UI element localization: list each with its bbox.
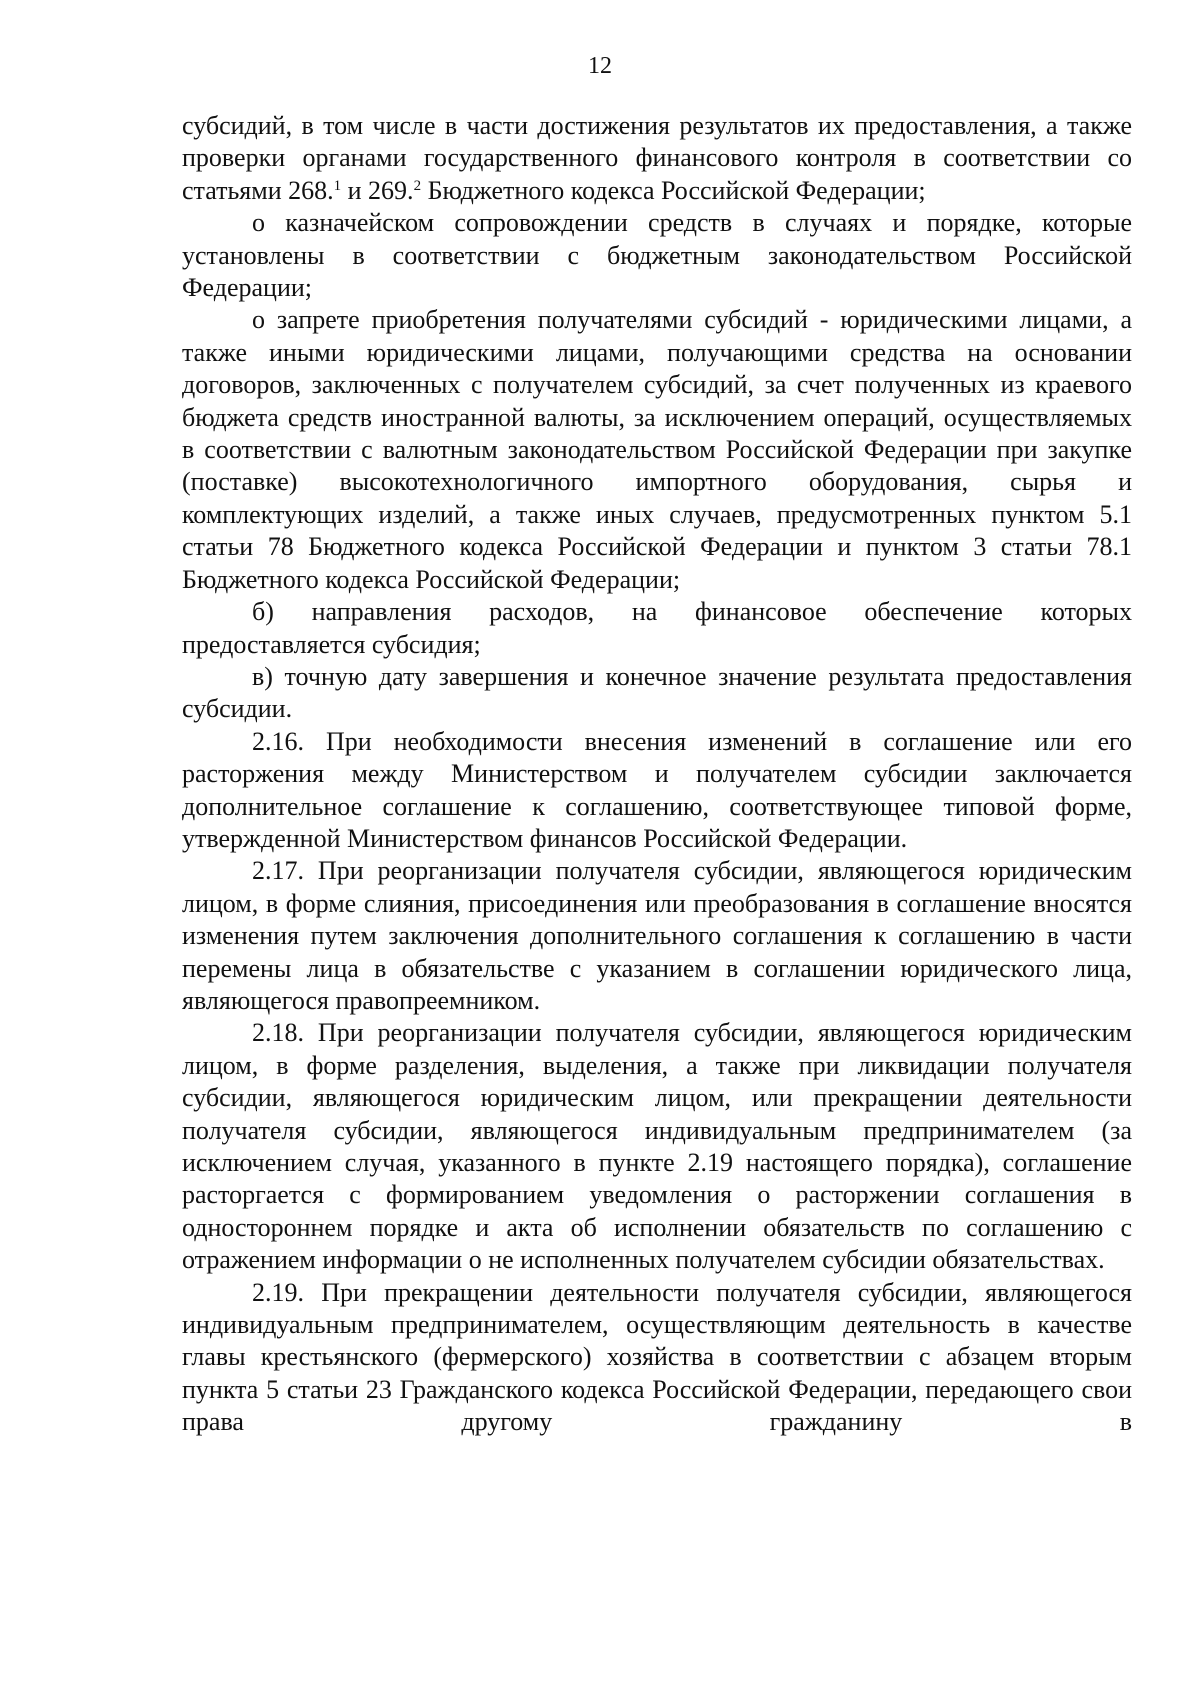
- text-segment: 2.18. При реорганизации получателя субсидии, являющегося юридическим лицом, в форме разделения, выделения, а также при ликвидации получателя субсидии, являющегося юридическим лицом, или прекращении деятельности получателя субсидии, являющегося индивидуальным предпринимателем (за исключением случая, указанного в пункте 2.19 настоящего порядка), соглашение расторгается с формированием уведомления о расторжении соглашения в одностороннем порядке и акта об исполнении обязательств по соглашению с отражением информации о не исполненных получателем субсидии обязательствах.: [182, 1018, 1132, 1275]
- text-segment: б) направления расходов, на финансовое обеспечение которых предоставляется субсидия;: [182, 597, 1132, 659]
- text-segment: и 269.: [341, 175, 414, 205]
- paragraph: [182, 726, 1132, 856]
- text-segment: 2.16. При необходимости внесения изменений в соглашение или его расторжения между Министерством и получателем субсидии заключается дополнительное соглашение к соглашению, соответствующее типовой форме, утвержденной Министерством финансов Российской Федерации.: [182, 726, 1132, 853]
- paragraph: [182, 596, 1132, 661]
- text-segment: субсидий, в том числе в части достижения результатов их предоставления, а также проверки органами государственного финансового контроля в соответствии со статьями 268.: [182, 111, 1132, 205]
- text-segment: Бюджетного кодекса Российской Федерации;: [421, 175, 926, 205]
- paragraph: [182, 1017, 1132, 1276]
- paragraph: [182, 661, 1132, 726]
- paragraph: [182, 110, 1132, 207]
- text-segment: о казначейском сопровождении средств в случаях и порядке, которые установлены в соответствии с бюджетным законодательством Российской Федерации;: [182, 208, 1132, 303]
- superscript: 1: [333, 177, 342, 194]
- text-segment: 2.17. При реорганизации получателя субсидии, являющегося юридическим лицом, в форме слияния, присоединения или преобразования в соглашение вносятся изменения путем заключения дополнительного соглашения к соглашению в части перемены лица в обязательстве с указанием в соглашении юридического лица, являющегося правопреемником.: [182, 856, 1132, 1015]
- page-number: 12: [588, 53, 612, 79]
- text-segment: 2.19. При прекращении деятельности получателя субсидии, являющегося индивидуальным предпринимателем, осуществляющим деятельность в качестве главы крестьянского (фермерского) хозяйства в соответствии с абзацем вторым пункта 5 статьи 23 Гражданского кодекса Российской Федерации, передающего свои права другому гражданину в: [182, 1277, 1132, 1437]
- text-segment: о запрете приобретения получателями субсидий - юридическими лицами, а также иными юридическими лицами, получающими средства на основании договоров, заключенных с получателем субсидий, за счет полученных из краевого бюджета средств иностранной валюты, за исключением операций, осуществляемых в соответствии с валютным законодательством Российской Федерации при закупке (поставке) высокотехнологичного импортного оборудования, сырья и комплектующих изделий, а также иных случаев, предусмотренных пунктом 5.1 статьи 78 Бюджетного кодекса Российской Федерации и пунктом 3 статьи 78.1 Бюджетного кодекса Российской Федерации;: [182, 305, 1132, 594]
- paragraph: [182, 304, 1132, 596]
- paragraph: [182, 207, 1132, 304]
- paragraph: [182, 1277, 1132, 1439]
- paragraph: [182, 855, 1132, 1017]
- document-body: [182, 110, 1132, 1439]
- text-segment: в) точную дату завершения и конечное значение результата предоставления субсидии.: [182, 661, 1132, 724]
- superscript: 2: [413, 177, 422, 194]
